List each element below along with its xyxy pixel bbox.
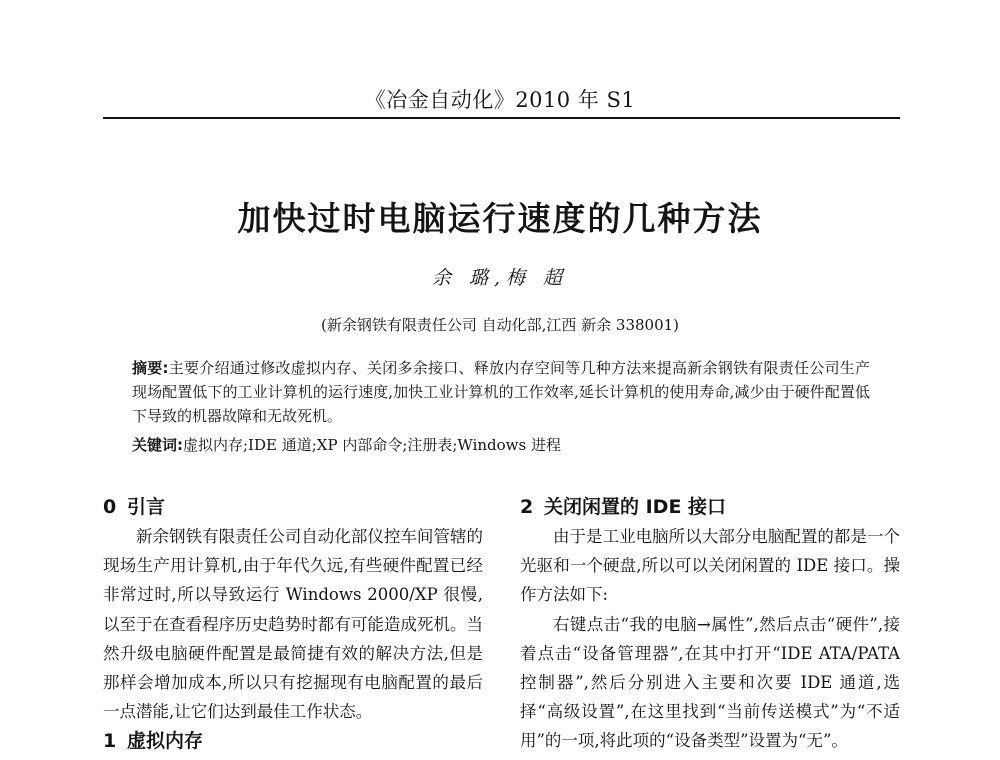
section-2-heading bbox=[520, 492, 900, 522]
section-2-number: 2 bbox=[520, 496, 534, 518]
section-0-paragraph: 新余钢铁有限责任公司自动化部仪控车间管辖的现场生产用计算机,由于年代久远,有些硬件配置已经非常过时,所以导致运行 Windows 2000/XP 很慢,以至于在查看程序历史趋势时都有可能造成死机。当然升级电脑硬件配置是最简捷有效的解决方法,但是那样会增加成本,所以只有挖掘现有电脑配置的最后一点潜能,让它们达到最佳工作状态。 bbox=[103, 527, 483, 722]
abstract-text: 主要介绍通过修改虚拟内存、关闭多余接口、释放内存空间等几种方法来提高新余钢铁有限责任公司生产现场配置低下的工业计算机的运行速度,加快工业计算机的工作效率,延长计算机的使用寿命,减少由于硬件配置低下导致的机器故障和无故死机。 bbox=[132, 359, 870, 425]
abstract bbox=[132, 356, 870, 428]
journal-header: 《冶金自动化》2010 年 S1 bbox=[364, 88, 636, 112]
paper-affiliation: (新余钢铁有限责任公司 自动化部,江西 新余 338001) bbox=[320, 316, 680, 334]
header-rule bbox=[103, 117, 900, 119]
left-column bbox=[103, 492, 483, 756]
section-0-title: 引言 bbox=[127, 496, 166, 518]
section-1-title: 虚拟内存 bbox=[127, 730, 204, 753]
abstract-label: 摘要: bbox=[132, 359, 169, 377]
keywords-text: 虚拟内存;IDE 通道;XP 内部命令;注册表;Windows 进程 bbox=[183, 436, 561, 454]
paper-authors: 余 璐,梅 超 bbox=[431, 267, 569, 289]
section-1-heading bbox=[103, 726, 483, 756]
section-0-number: 0 bbox=[103, 496, 117, 518]
section-0-heading bbox=[103, 492, 483, 522]
paper-title: 加快过时电脑运行速度的几种方法 bbox=[237, 199, 763, 238]
section-2-title: 关闭闲置的 IDE 接口 bbox=[544, 496, 727, 518]
section-2-paragraph-1: 由于是工业电脑所以大部分电脑配置的都是一个光驱和一个硬盘,所以可以关闭闲置的 IDE 接口。操作方法如下: bbox=[520, 527, 900, 605]
keywords bbox=[132, 434, 870, 455]
section-1-number: 1 bbox=[103, 730, 117, 753]
section-2-paragraph-2: 右键点击“我的电脑→属性”,然后点击“硬件”,接着点击“设备管理器”,在其中打开“IDE ATA/PATA 控制器”,然后分别进入主要和次要 IDE 通道,选择“高级设置”,在这里找到“当前传送模式”为“不适用”的一项,将此项的“设备类型”设置为“无”。 bbox=[520, 614, 900, 751]
right-column bbox=[520, 492, 900, 756]
keywords-label: 关键词: bbox=[132, 436, 183, 454]
